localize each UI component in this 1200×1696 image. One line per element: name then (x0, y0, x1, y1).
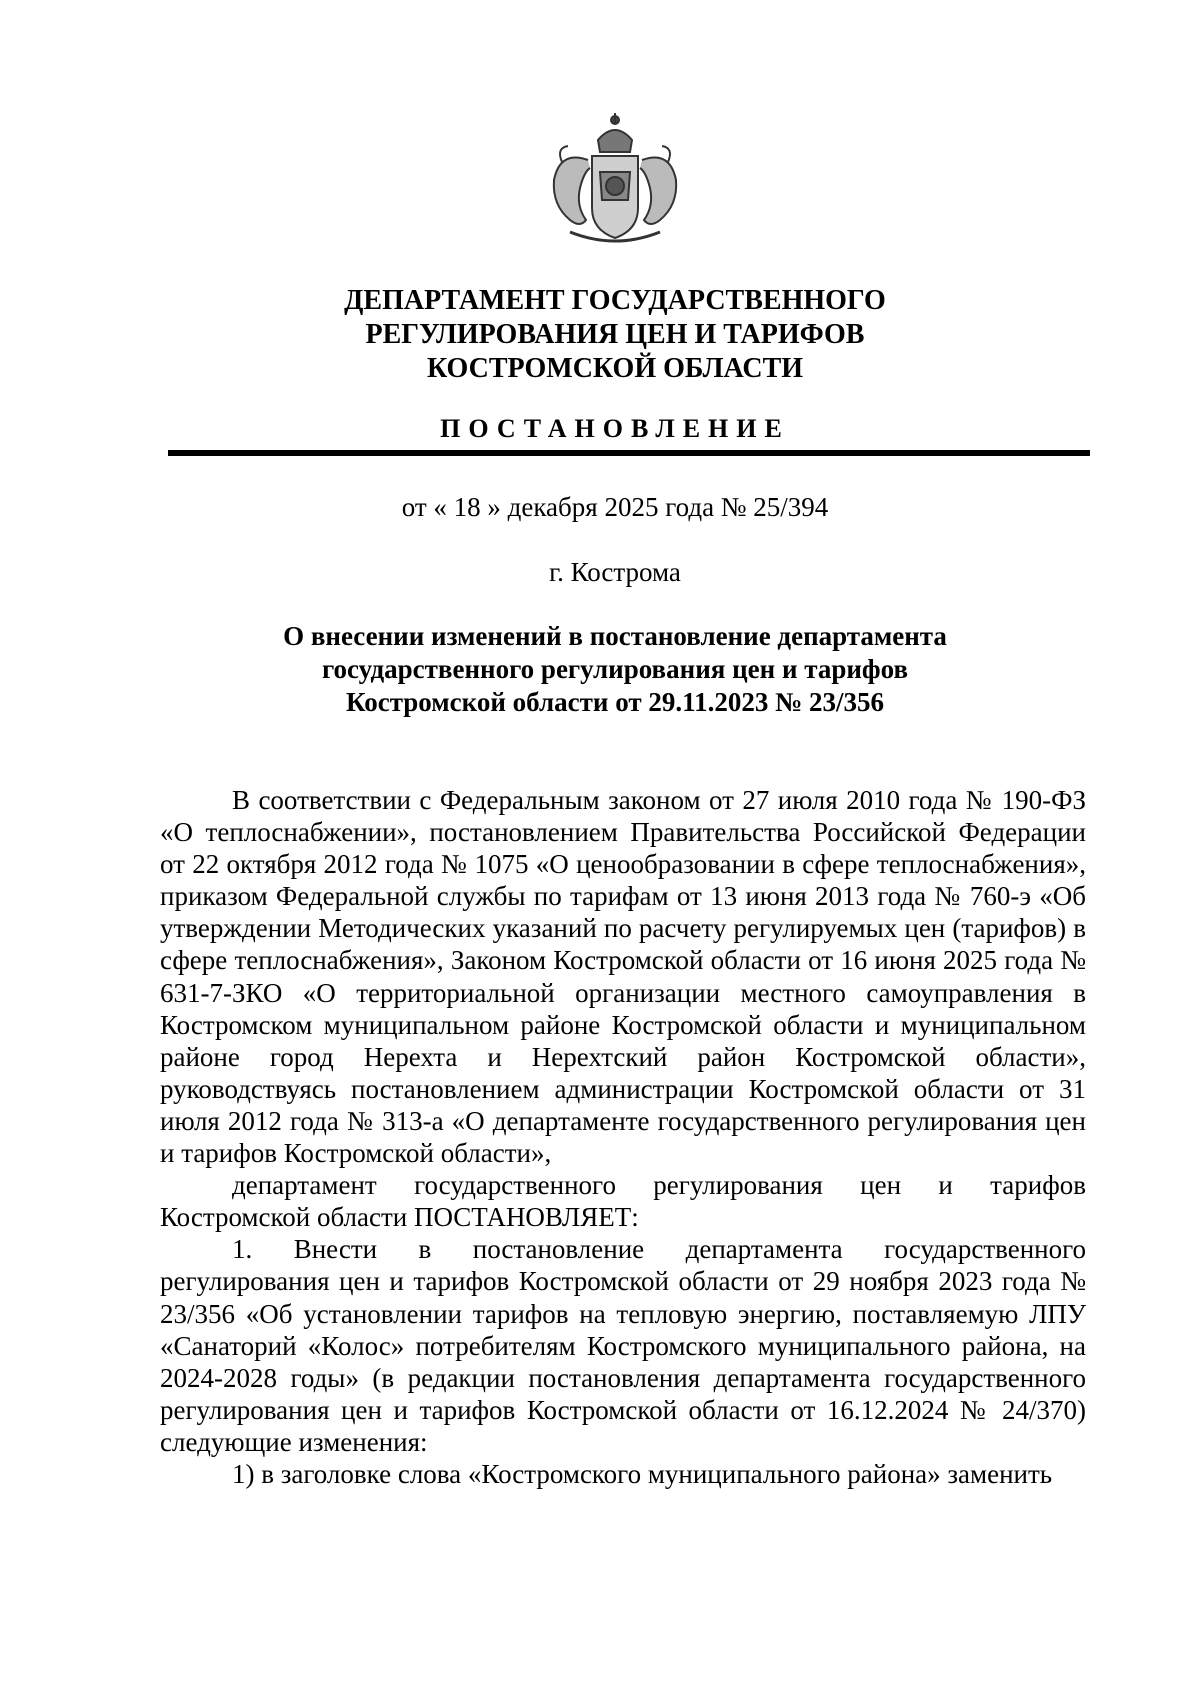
department-header (0, 284, 1200, 386)
header-line-3: КОСТРОМСКОЙ ОБЛАСТИ (426, 353, 804, 384)
coat-of-arms-emblem (540, 110, 690, 250)
decree-title: ПОСТАНОВЛЕНИЕ (440, 414, 790, 443)
header-divider (168, 450, 1090, 456)
body-paragraph-subitem-1: 1) в заголовке слова «Костромского муниципального района» заменить (232, 1458, 1053, 1489)
subject-line-2: государственного регулирования цен и тарифов (321, 654, 909, 684)
decree-body (160, 784, 1086, 1490)
header-line-2: РЕГУЛИРОВАНИЯ ЦЕН И ТАРИФОВ (365, 319, 865, 350)
body-paragraph-item-1: 1. Внести в постановление департамента государственного регулирования цен и тарифов Костромской области от 29 ноября 2023 года № 23/356 «Об установлении тарифов на тепловую энергию, поставляемую ЛПУ «Санаторий «Колос» потребителям Костромского муниципального района, на 2024-2028 годы» (в редакции постановления департамента государственного регулирования цен и тарифов Костромской области от 16.12.2024 № 24/370) следующие изменения: (160, 1234, 1086, 1457)
body-paragraph-resolves: департамент государственного регулирования цен и тарифов Костромской области ПОСТАНОВЛЯЕТ: (160, 1170, 1086, 1233)
decree-date-number: от « 18 » декабря 2025 года № 25/394 (401, 492, 829, 522)
header-line-1: ДЕПАРТАМЕНТ ГОСУДАРСТВЕННОГО (344, 285, 886, 316)
decree-subject (0, 620, 1200, 719)
decree-city: г. Кострома (549, 557, 681, 587)
subject-line-3: Костромской области от 29.11.2023 № 23/356 (345, 687, 885, 717)
subject-line-1: О внесении изменений в постановление департамента (283, 621, 947, 651)
body-paragraph-preamble: В соответствии с Федеральным законом от 27 июля 2010 года № 190-ФЗ «О теплоснабжении», постановлением Правительства Российской Федерации от 22 октября 2012 года № 1075 «О ценообразовании в сфере теплоснабжения», приказом Федеральной службы по тарифам от 13 июня 2013 года № 760-э «Об утверждении Методических указаний по расчету регулируемых цен (тарифов) в сфере теплоснабжения», Законом Костромской области от 16 июня 2025 года № 631-7-ЗКО «О территориальной организации местного самоуправления в Костромском муниципальном районе Костромской области и муниципальном районе город Нерехта и Нерехтский район Костромской области», руководствуясь постановлением администрации Костромской области от 31 июля 2012 года № 313-а «О департаменте государственного регулирования цен и тарифов Костромской области», (160, 785, 1086, 1169)
